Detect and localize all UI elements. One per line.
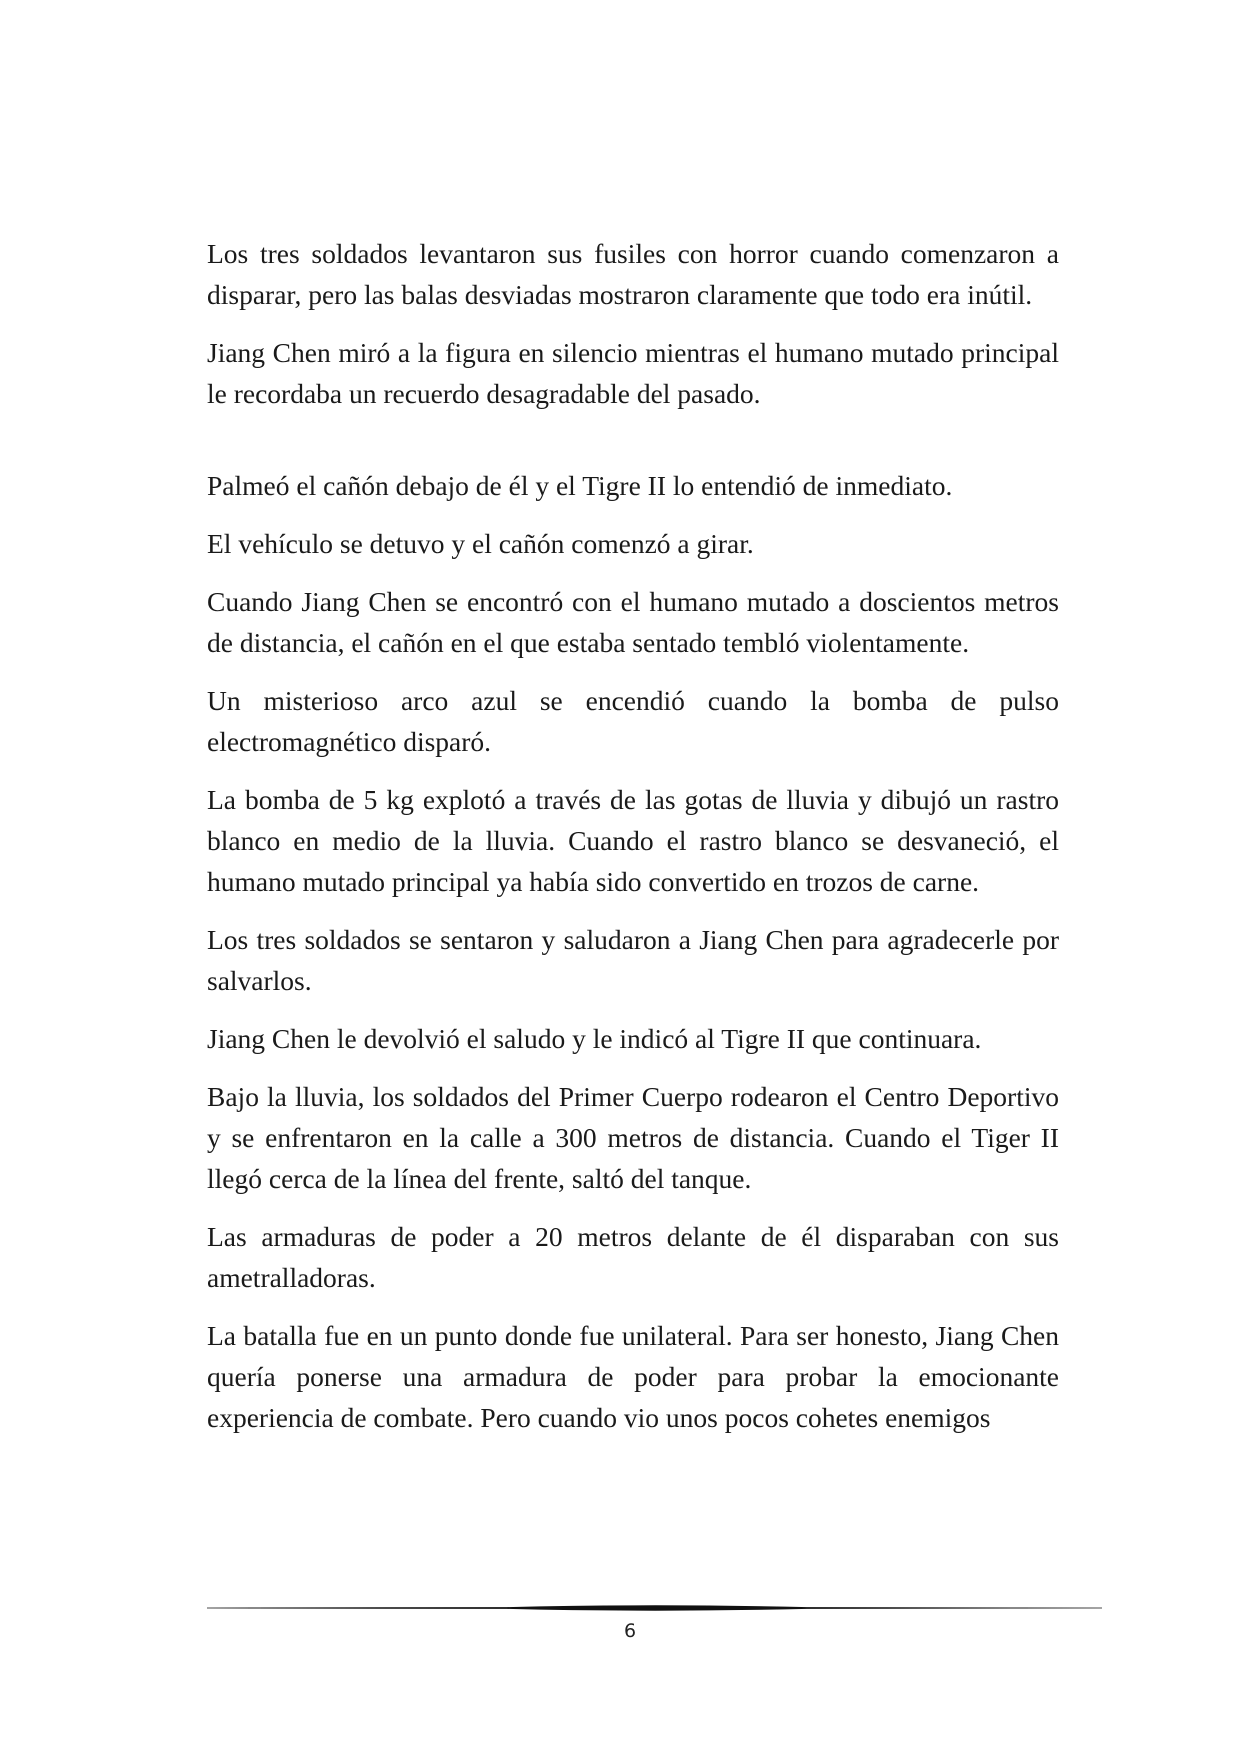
paragraph: Cuando Jiang Chen se encontró con el humano mutado a doscientos metros de distancia, el cañón en el que estaba sentado tembló violentamente. (207, 586, 1059, 658)
paragraph: El vehículo se detuvo y el cañón comenzó a girar. (207, 528, 754, 559)
paragraph: La batalla fue en un punto donde fue unilateral. Para ser honesto, Jiang Chen quería ponerse una armadura de poder para probar la emocionante experiencia de combate. Pero cuando vio unos pocos cohetes enemigos (207, 1320, 1059, 1433)
page-number: 6 (623, 1620, 637, 1642)
paragraph: Bajo la lluvia, los soldados del Primer Cuerpo rodearon el Centro Deportivo y se enfrentaron en la calle a 300 metros de distancia. Cuando el Tiger II llegó cerca de la línea del frente, saltó del tanque. (207, 1081, 1059, 1194)
paragraph: Jiang Chen miró a la figura en silencio mientras el humano mutado principal le recordaba un recuerdo desagradable del pasado. (207, 337, 1059, 409)
paragraph: Los tres soldados se sentaron y saludaron a Jiang Chen para agradecerle por salvarlos. (207, 924, 1059, 996)
paragraph: Jiang Chen le devolvió el saludo y le indicó al Tigre II que continuara. (207, 1023, 982, 1054)
paragraph: Un misterioso arco azul se encendió cuando la bomba de pulso electromagnético disparó. (207, 685, 1059, 757)
paragraph: Los tres soldados levantaron sus fusiles con horror cuando comenzaron a disparar, pero las balas desviadas mostraron claramente que todo era inútil. (207, 238, 1059, 310)
footer-divider (207, 1603, 1102, 1613)
page-body (207, 233, 1059, 1455)
paragraph: Las armaduras de poder a 20 metros delante de él disparaban con sus ametralladoras. (207, 1221, 1059, 1293)
paragraph: La bomba de 5 kg explotó a través de las gotas de lluvia y dibujó un rastro blanco en medio de la lluvia. Cuando el rastro blanco se desvaneció, el humano mutado principal ya había sido convertido en trozos de carne. (207, 784, 1059, 897)
paragraph: Palmeó el cañón debajo de él y el Tigre II lo entendió de inmediato. (207, 470, 953, 501)
